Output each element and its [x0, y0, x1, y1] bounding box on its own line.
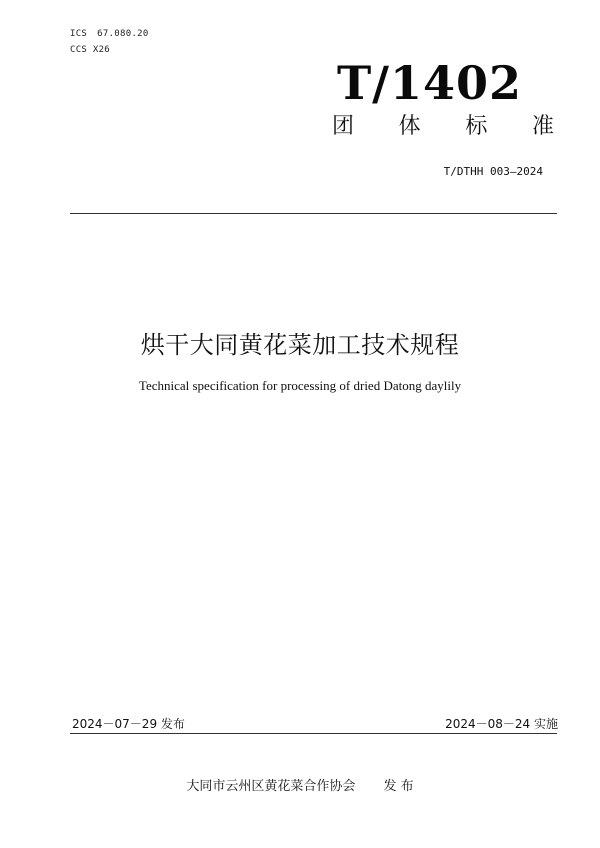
document-number: T/DTHH 003—2024: [443, 165, 543, 178]
issue-word: 发 布: [383, 779, 414, 794]
ics-value: 67.080.20: [97, 29, 149, 39]
chinese-title: 烘干大同黄花菜加工技术规程: [140, 331, 460, 359]
ics-line: [70, 29, 149, 39]
standard-type: [332, 116, 554, 138]
top-divider: [70, 213, 557, 214]
ccs-line: CCS X26: [70, 45, 111, 55]
standard-type-char: 体: [398, 114, 421, 139]
issue-date: 2024－07－29 发布: [72, 717, 185, 731]
standard-code: T/1402: [336, 56, 522, 110]
publisher-line: [0, 775, 600, 794]
standard-type-char: 准: [531, 114, 554, 139]
publisher-name: 大同市云州区黄花菜合作协会: [186, 779, 356, 794]
ics-label: ICS: [70, 29, 88, 39]
implementation-date: 2024－08－24 实施: [445, 717, 558, 731]
english-title: Technical specification for processing of dried Datong daylily: [138, 378, 462, 393]
bottom-divider: [70, 733, 557, 734]
standard-type-char: 团: [332, 114, 355, 139]
standard-type-char: 标: [465, 114, 488, 139]
